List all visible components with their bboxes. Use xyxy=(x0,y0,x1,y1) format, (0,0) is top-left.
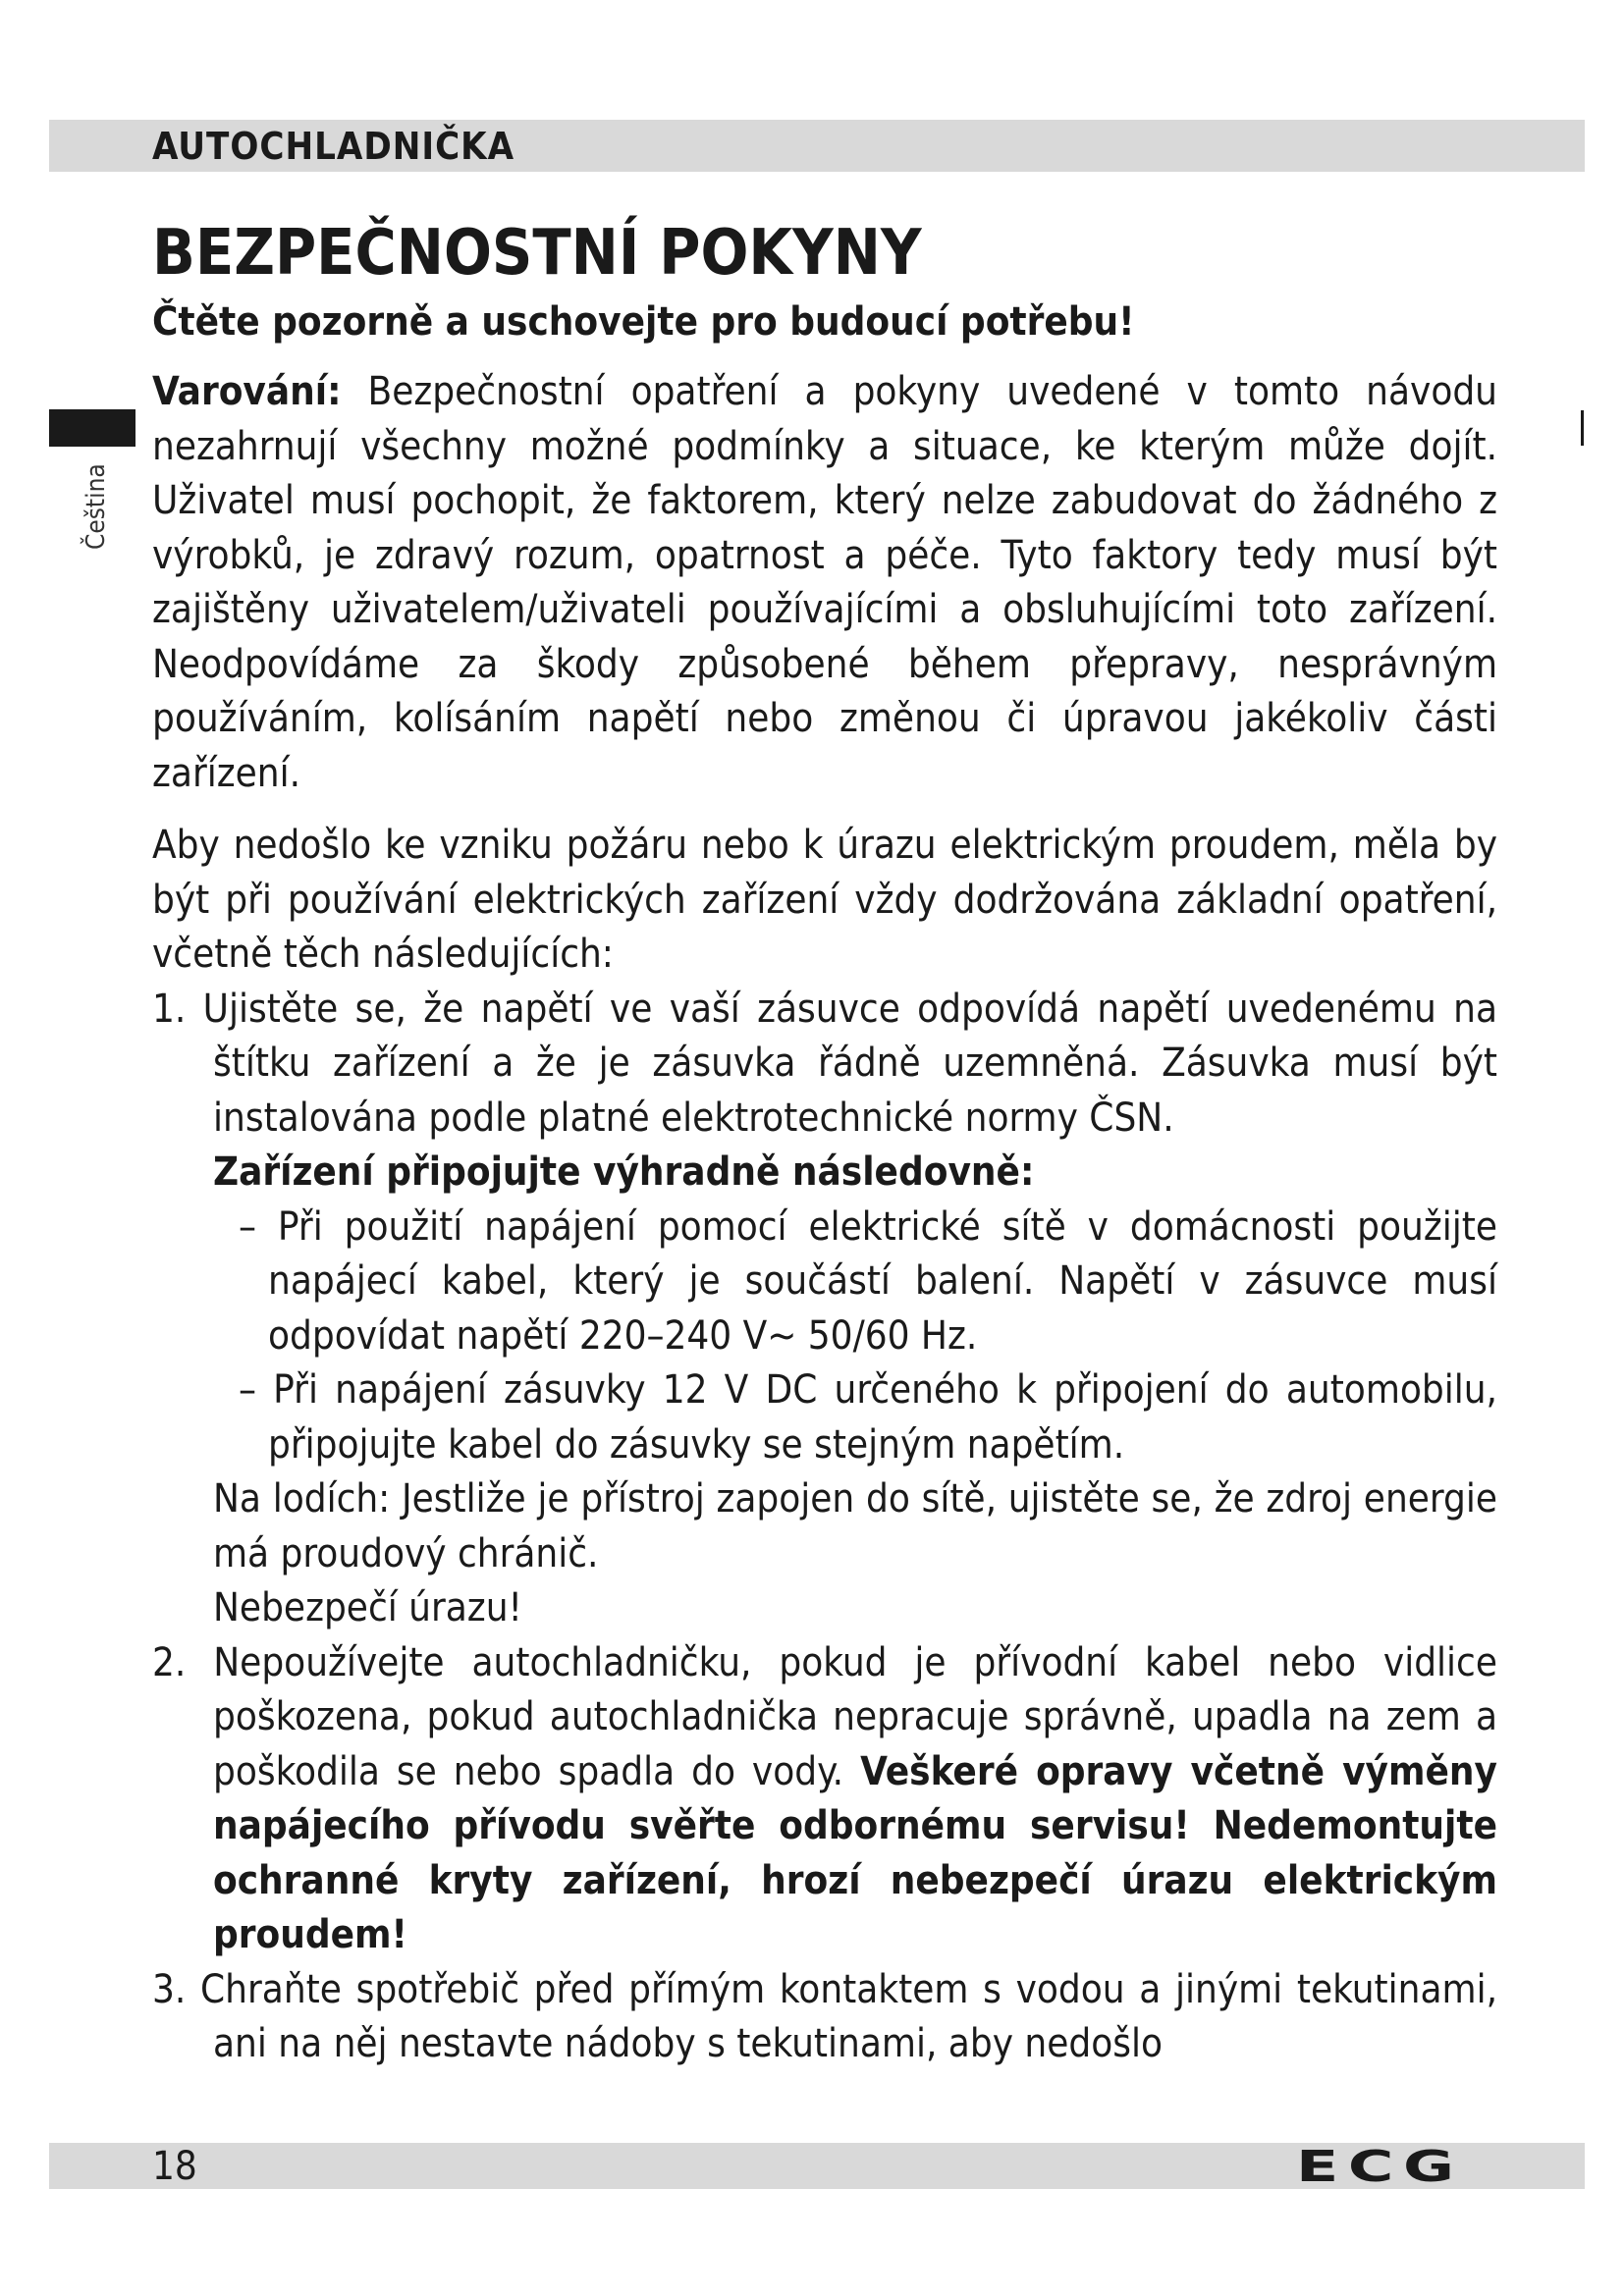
page-number: 18 xyxy=(152,2144,197,2189)
warning-paragraph xyxy=(152,365,1497,801)
danger-note: Nebezpečí úrazu! xyxy=(213,1585,522,1630)
section-label: AUTOCHLADNIČKA xyxy=(152,125,515,168)
page-title: BEZPEČNOSTNÍ POKYNY xyxy=(152,217,922,290)
intro-paragraph: Aby nedošlo ke vzniku požáru nebo k úrazu elektrickým proudem, měla by být při používání elektrických zařízení vždy dodržována základní opatření, včetně těch následujících: xyxy=(152,823,1497,977)
dash-item-2: – Při napájení zásuvky 12 V DC určeného k připojení do automobilu, připojujte kabel do zásuvky se stejným napětím. xyxy=(239,1367,1497,1468)
connect-heading: Zařízení připojujte výhradně následovně: xyxy=(213,1149,1035,1195)
boats-paragraph: Na lodích: Jestliže je přístroj zapojen do sítě, ujistěte se, že zdroj energie má proudový chránič. xyxy=(213,1476,1497,1576)
warning-label: Varování: xyxy=(152,369,342,414)
language-tab-marker xyxy=(49,409,135,447)
repair-warning: Veškeré opravy včetně výměny napájecího přívodu svěřte odbornému servisu! Nedemontujte ochranné kryty zařízení, hrozí nebezpečí úrazu elektrickým proudem! xyxy=(213,1748,1497,1957)
warning-text: Bezpečnostní opatření a pokyny uvedené v tomto návodu nezahrnují všechny možné podmínky a situace, ke kterým může dojít. Uživatel musí pochopit, že faktorem, který nelze zabudovat do žádného z výrobků, je zdravý rozum, opatrnost a péče. Tyto faktory tedy musí být zajištěny uživatelem/uživateli používajícími a obsluhujícími toto zařízení. Neodpovídáme za škody způsobené během přepravy, nesprávným používáním, kolísáním napětí nebo změnou či úpravou jakékoliv části zařízení. xyxy=(152,369,1497,796)
dash-item-1: – Při použití napájení pomocí elektrické sítě v domácnosti použijte napájecí kabel, který je součástí balení. Napětí v zásuvce musí odpovídat napětí 220–240 V~ 50/60 Hz. xyxy=(239,1203,1497,1359)
page-content xyxy=(152,214,1497,2072)
ecg-logo: ECG xyxy=(1296,2142,1464,2192)
list-item-3: 3. Chraňte spotřebič před přímým kontaktem s vodou a jinými tekutinami, ani na něj nestavte nádoby s tekutinami, aby nedošlo xyxy=(152,1966,1497,2066)
language-label: Čeština xyxy=(81,463,111,550)
subtitle: Čtěte pozorně a uschovejte pro budoucí potřebu! xyxy=(152,299,1135,345)
margin-marker xyxy=(1581,410,1584,446)
list-item-1: 1. Ujistěte se, že napětí ve vaší zásuvce odpovídá napětí uvedenému na štítku zařízení a že je zásuvka řádně uzemněná. Zásuvka musí být instalována podle platné elektrotechnické normy ČSN. xyxy=(152,986,1497,1141)
list-item-2: 2. Nepoužívejte autochladničku, pokud je přívodní kabel nebo vidlice poškozena, pokud autochladnička nepracuje správně, upadla na zem a poškodila se nebo spadla do vody. Veškeré opravy včetně výměny napájecího přívodu svěřte odbornému servisu! Nedemontujte ochranné kryty zařízení, hrozí nebezpečí úrazu elektrickým proudem! xyxy=(152,1639,1497,1957)
